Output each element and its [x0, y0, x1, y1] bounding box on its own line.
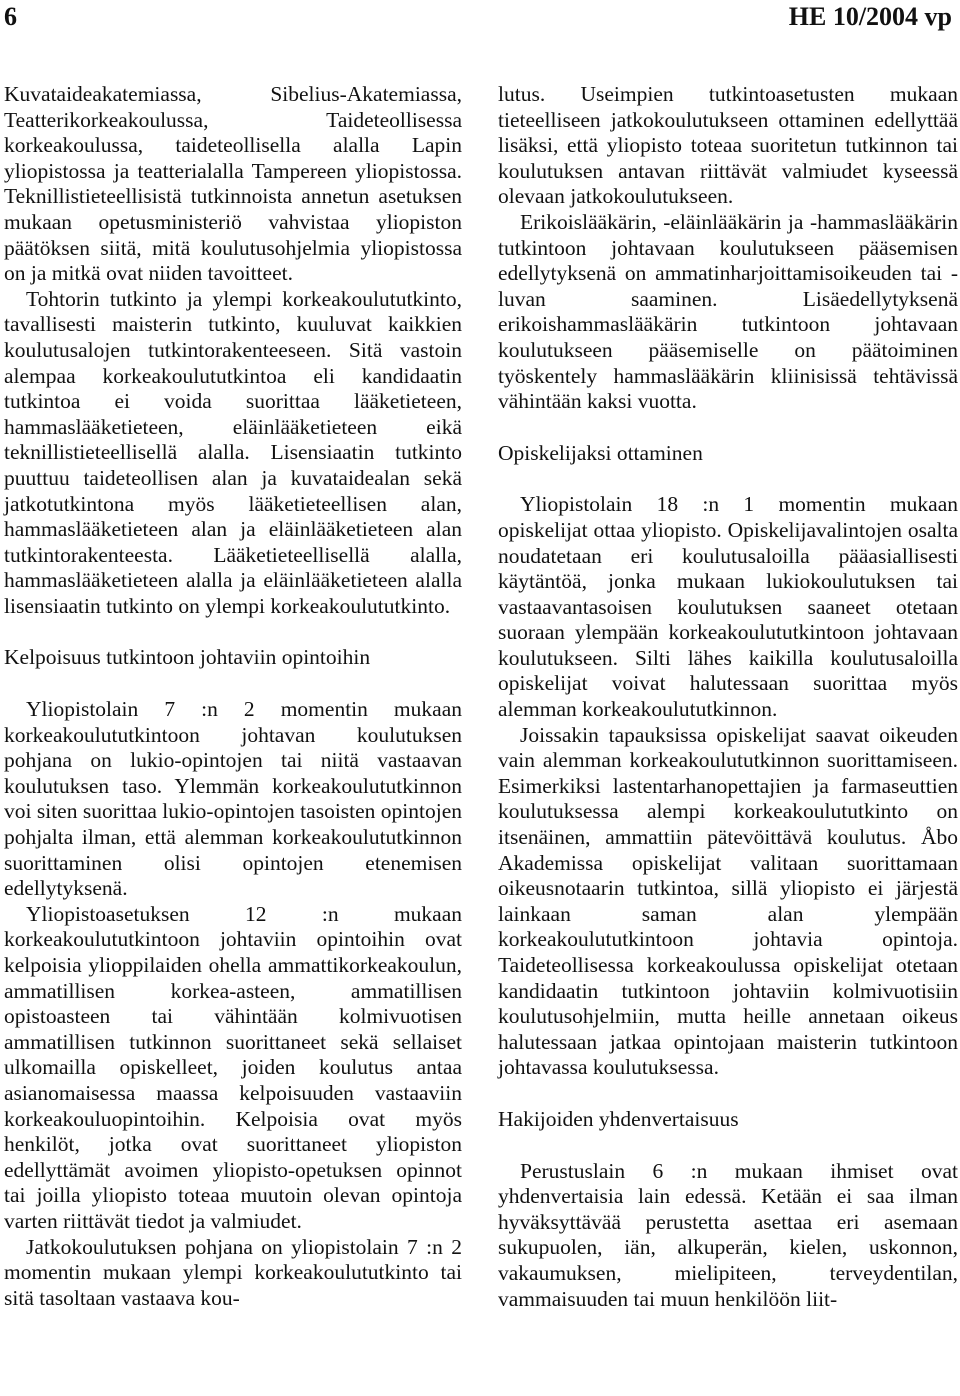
paragraph: Jatkokoulutuksen pohjana on yliopistolain 7 :n 2 momentin mukaan ylempi korkeakoulututkinto tai sitä tasoltaan vastaava kou-: [4, 1234, 462, 1310]
right-column: [498, 82, 958, 1312]
left-column: [4, 82, 462, 1311]
paragraph: Yliopistoasetuksen 12 :n mukaan korkeakoulututkintoon johtaviin opintoihin ovat kelpoisia ylioppilaiden ohella ammattikorkeakoulun, ammatillisen korkea-asteen, ammatillisen opistoasteen tai vähintään kolmivuotisen ammatillisen tutkinnon suorittaneet sekä sellaiset ulkomailla opiskelleet, joiden koulutus antaa asianomaisessa maassa kelpoisuuden vastaaviin korkeakouluopintoihin. Kelpoisia ovat myös henkilöt, jotka ovat suorittaneet yliopiston edellyttämät avoimen yliopisto-opetuksen opinnot tai joilla yliopisto toteaa muutoin olevan opintoja varten riittävät tiedot ja valmiudet.: [4, 901, 462, 1233]
page-header: [0, 0, 960, 40]
paragraph: Tohtorin tutkinto ja ylempi korkeakoulututkinto, tavallisesti maisterin tutkinto, kuuluvat kaikkien koulutusalojen tutkintorakenteeseen. Sitä vastoin alempaa korkeakoulututkintoa eli kandidaatin tutkintoa ei voida suorittaa lääketieteen, hammaslääketieteen, eläinlääketieteen eikä teknillistieteellisellä alalla. Lisensiaatin tutkinto puuttuu taideteollisen alan ja kuvataidealan sekä jatkotutkintona myös lääketieteellisen alan, hammaslääketieteen alan ja eläinlääketieteen alan tutkintorakenteesta. Lääketieteellisellä alalla, hammaslääketieteen alalla ja eläinlääketieteen alalla lisensiaatin tutkinto on ylempi korkeakoulututkinto.: [4, 286, 462, 618]
document-id: HE 10/2004 vp: [788, 2, 952, 31]
paragraph: Yliopistolain 18 :n 1 momentin mukaan opiskelijat ottaa yliopisto. Opiskelijavalintojen osalta noudatetaan eri koulutusaloilla pääasiallisesti käytäntöä, jonka mukaan lukiokoulutuksen tai vastaavantasoisen koulutuksen saaneet otetaan suoraan ylempään korkeakoulututkintoon johtavaan koulutukseen. Silti lähes kaikilla koulutusaloilla opiskelijat voivat halutessaan suorittaa myös alemman korkeakoulututkinnon.: [498, 492, 958, 722]
paragraph: Erikoislääkärin, -eläinlääkärin ja -hammaslääkärin tutkintoon johtavaan koulutukseen pääsemisen edellytyksenä on ammatinharjoittamisoikeuden tai -luvan saaminen. Lisäedellytyksenä erikoishammaslääkärin tutkintoon johtavaan koulutukseen pääsemiselle on päätoiminen työskentely hammaslääkärin kliinisissä tehtävissä vähintään kaksi vuotta.: [498, 209, 958, 414]
paragraph: lutus. Useimpien tutkintoasetusten mukaan tieteelliseen jatkokoulutukseen ottaminen edellyttää lisäksi, että yliopisto toteaa suoritetun tutkinnon tai koulutuksen antavan riittävät valmiudet kyseessä olevaan jatkokoulutukseen.: [498, 82, 958, 209]
paragraph: Joissakin tapauksissa opiskelijat saavat oikeuden vain alemman korkeakoulututkinnon suorittamiseen. Esimerkiksi lastentarhanopettajien ja farmaseuttien koulutuksessa alempi korkeakoulututkinto on itsenäinen, ammattiin pätevöittävä koulutus. Åbo Akademissa opiskelijat valitaan suorittamaan oikeusnotaarin tutkintoa, sillä yliopisto ei järjestä lainkaan saman alan ylempään korkeakoulututkintoon johtavia opintoja. Taideteollisessa korkeakoulussa opiskelijat otetaan kandidaatin tutkintoon johtaviin kolmivuotisiin koulutusohjelmiin, mutta heille annetaan oikeus halutessaan jatkaa opintojaan maisterin tutkintoon johtavassa koulutuksessa.: [498, 722, 958, 1080]
page-number: 6: [4, 2, 17, 31]
paragraph: Perustuslain 6 :n mukaan ihmiset ovat yhdenvertaisia lain edessä. Ketään ei saa ilman hyväksyttävää perustetta asettaa eri asemaan sukupuolen, iän, alkuperän, kielen, uskonnon, vakaumuksen, mielipiteen, terveydentilan, vammaisuuden tai muun henkilöön liit-: [498, 1158, 958, 1311]
paragraph: Yliopistolain 7 :n 2 momentin mukaan korkeakoulututkintoon johtavan koulutuksen pohjana on lukio-opintojen tai niitä vastaavan koulutuksen taso. Ylemmän korkeakoulututkinnon voi siten suorittaa lukio-opintojen tasoisten opintojen pohjalta ilman, että alemman korkeakoulututkinnon suorittaminen olisi opintojen etenemisen edellytyksenä.: [4, 697, 463, 901]
paragraph: Kuvataideakatemiassa, Sibelius-Akatemiassa, Teatterikorkeakoulussa, Taideteollisessa korkeakoulussa, taideteollisella alalla Lapin yliopistossa ja teatterialalla Tampereen yliopistossa. Teknillistieteellisistä tutkinnoista annetun asetuksen mukaan opetusministeriö vahvistaa yliopiston päätöksen siitä, mitä koulutusohjelmia yliopistossa on ja mitkä ovat niiden tavoitteet.: [4, 82, 462, 286]
section-heading: Hakijoiden yhdenvertaisuus: [498, 1106, 739, 1131]
section-heading: Opiskelijaksi ottaminen: [498, 440, 703, 465]
section-heading: Kelpoisuus tutkintoon johtaviin opintoihin: [4, 645, 371, 670]
